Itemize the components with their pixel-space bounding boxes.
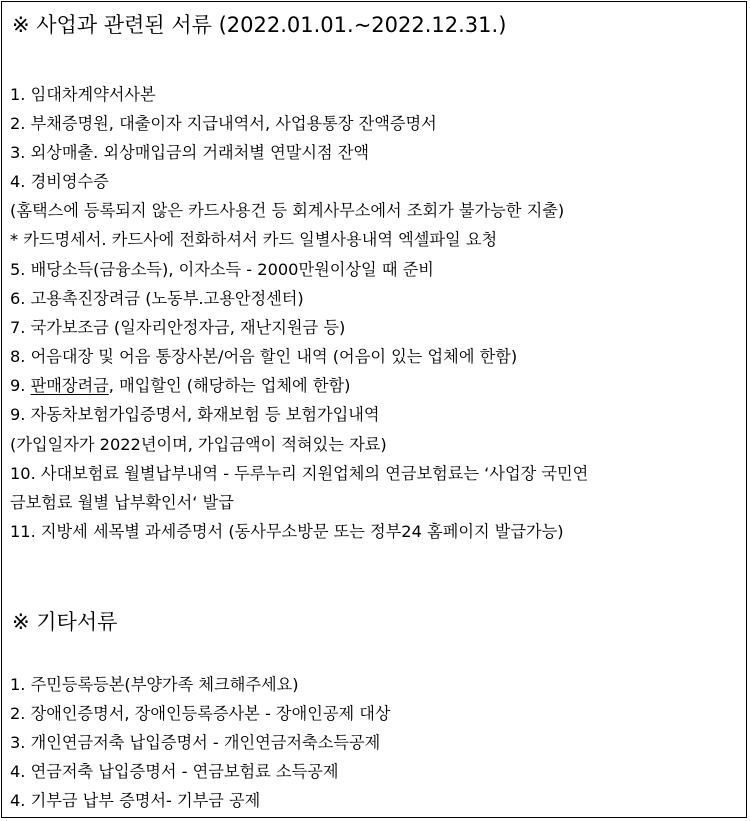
list-item: 2. 부채증명원, 대출이자 지급내역서, 사업용통장 잔액증명서 <box>10 114 437 133</box>
list-item-note: (홈택스에 등록되지 않은 카드사용건 등 회계사무소에서 조회가 불가능한 지출) <box>10 201 565 220</box>
list-item: 11. 지방세 세목별 과세증명서 (동사무소방문 또는 정부24 홈페이지 발급가능) <box>10 522 564 541</box>
list-item: 3. 개인연금저축 납입증명서 - 개인연금저축소득공제 <box>10 733 381 752</box>
list-item-note: * 카드명세서. 카드사에 전화하셔서 카드 일별사용내역 엑셀파일 요청 <box>10 230 498 249</box>
list-item: 1. 임대차계약서사본 <box>10 85 156 104</box>
list-item-note: (가입일자가 2022년이며, 가입금액이 적혀있는 자료) <box>10 435 387 454</box>
list-item: 6. 고용촉진장려금 (노동부.고용안정센터) <box>10 289 304 308</box>
list-item: 8. 어음대장 및 어음 통장사본/어음 할인 내역 (어음이 있는 업체에 한함) <box>10 347 518 366</box>
list-item: 3. 외상매출. 외상매입금의 거래처별 연말시점 잔액 <box>10 143 370 162</box>
item-number: 9. <box>10 376 31 395</box>
list-item-continuation: 금보험료 월별 납부확인서‘ 발급 <box>10 493 234 512</box>
list-item: 4. 연금저축 납입증명서 - 연금보험료 소득공제 <box>10 762 339 781</box>
list-item: 10. 사대보험료 월별납부내역 - 두루누리 지원업체의 연금보험료는 ‘사업장 국민연 <box>10 464 589 483</box>
document-frame <box>1 1 747 818</box>
list-item: 9. 자동차보험가입증명서, 화재보험 등 보험가입내역 <box>10 405 380 424</box>
list-item: 4. 경비영수증 <box>10 172 109 191</box>
underlined-term: 판매장려금 <box>30 376 109 395</box>
list-item: 7. 국가보조금 (일자리안정자금, 재난지원금 등) <box>10 318 346 337</box>
section-title-other-documents: ※ 기타서류 <box>12 610 118 634</box>
list-item: 5. 배당소득(금융소득), 이자소득 - 2000만원이상일 때 준비 <box>10 260 434 279</box>
list-item: 2. 장애인증명서, 장애인등록증사본 - 장애인공제 대상 <box>10 704 391 723</box>
section-title-business-documents: ※ 사업과 관련된 서류 (2022.01.01.~2022.12.31.) <box>12 13 507 37</box>
item-text: , 매입할인 (해당하는 업체에 한함) <box>108 376 351 395</box>
list-item <box>10 374 350 398</box>
list-item: 1. 주민등록등본(부양가족 체크해주세요) <box>10 675 299 694</box>
list-item: 4. 기부금 납부 증명서- 기부금 공제 <box>10 791 261 810</box>
